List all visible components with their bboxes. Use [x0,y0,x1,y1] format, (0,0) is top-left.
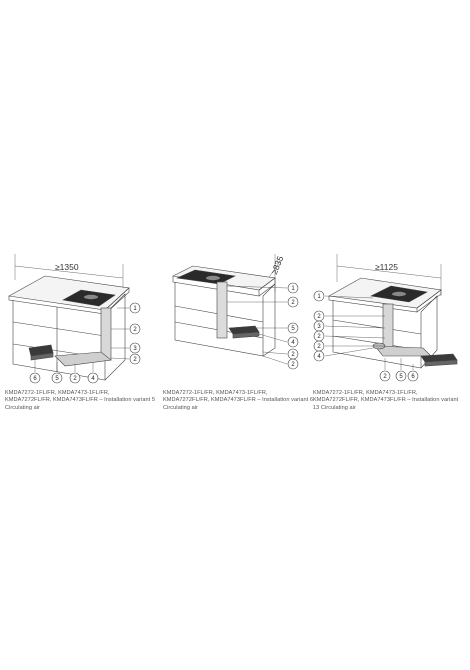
installation-variant-5-diagram [5,252,155,432]
callout-2d [380,358,390,381]
svg-text:2: 2 [73,376,77,383]
callout-3 [111,343,140,353]
dimension-label: ≥835 [269,254,286,276]
callout-2c [70,364,80,383]
svg-text:5: 5 [399,374,403,381]
svg-text:3: 3 [317,324,321,331]
svg-text:1: 1 [291,286,295,293]
callout-4 [88,362,98,383]
callout-1 [117,303,140,313]
svg-text:4: 4 [291,340,295,347]
svg-text:2: 2 [133,327,137,334]
svg-text:1: 1 [317,294,321,301]
callout-2 [314,311,385,321]
svg-text:5: 5 [55,376,59,383]
svg-text:6: 6 [411,374,415,381]
callout-4 [314,348,373,361]
svg-text:1: 1 [133,306,137,313]
svg-text:4: 4 [91,376,95,383]
callout-2b [263,349,298,359]
svg-text:4: 4 [317,354,321,361]
svg-text:2: 2 [291,300,295,307]
dimension-label: ≥1350 [55,262,79,272]
callout-5 [255,323,298,333]
svg-text:2: 2 [133,357,137,364]
svg-text:2: 2 [291,352,295,359]
svg-text:2: 2 [317,344,321,351]
caption: KMDA7272-1FL/FR, KMDA7473-1FL/FR, KMDA7272FL/FR, KMDA7473FL/FR – Installation variant 6 Circulating air [163,390,314,411]
svg-text:6: 6 [33,376,37,383]
svg-text:2: 2 [317,334,321,341]
svg-text:2: 2 [317,314,321,321]
caption: KMDA7272-1FL/FR, KMDA7473-1FL/FR, KMDA7272FL/FR, KMDA7473FL/FR – Installation variant 5 Circulating air [5,390,156,411]
caption: KMDA7272-1FL/FR, KMDA7473-1FL/FR, KMDA7272FL/FR, KMDA7473FL/FR – Installation variant 13 Circulating air [313,390,459,411]
svg-text:5: 5 [291,326,295,333]
installation-variant-13-diagram [313,252,463,432]
callout-5 [396,358,406,381]
svg-text:3: 3 [133,346,137,353]
callout-2 [111,324,140,334]
callout-2b [111,354,140,364]
variant-13-drawing [313,252,463,388]
callout-4 [259,334,298,347]
svg-text:2: 2 [383,374,387,381]
dimension-label: ≥1125 [375,262,398,272]
installation-variant-6-diagram [163,252,313,432]
variant-6-drawing [163,252,313,388]
callout-2b [314,331,385,341]
svg-text:2: 2 [291,362,295,369]
callout-6 [30,358,40,383]
callout-6 [408,364,418,381]
callout-2 [227,297,298,307]
variant-5-drawing [5,252,155,388]
